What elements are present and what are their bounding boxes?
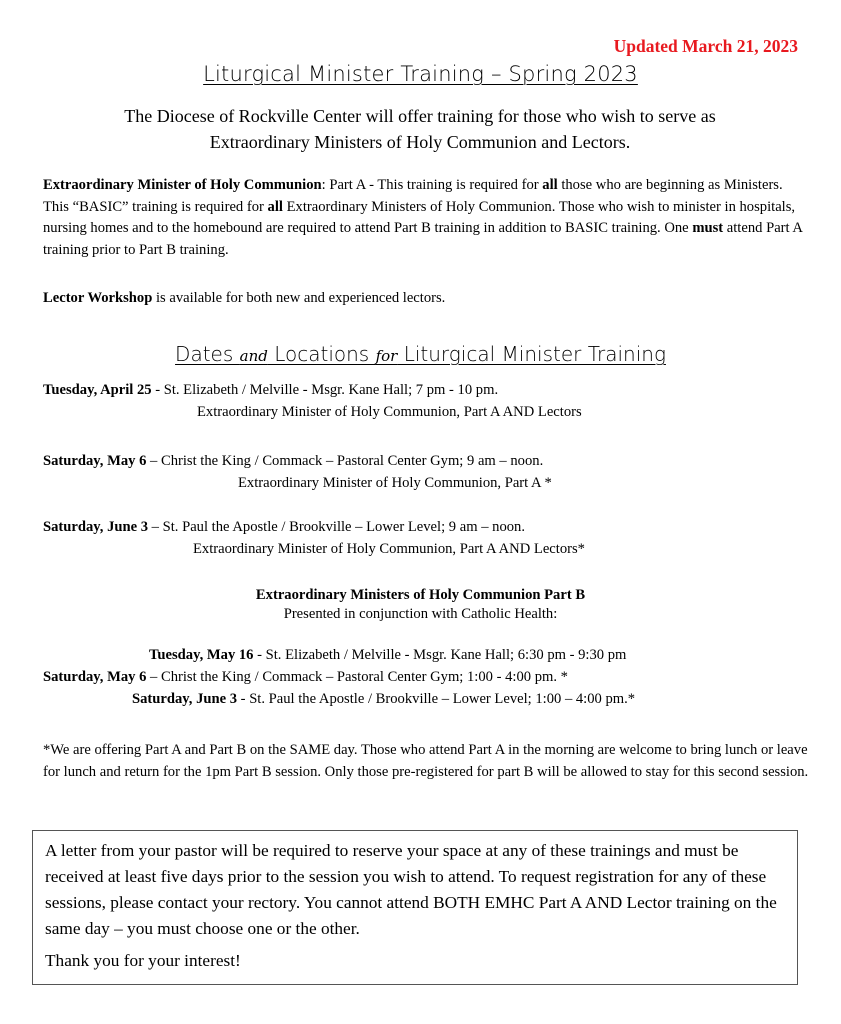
dates-title-w1: Dates xyxy=(175,342,240,366)
dates-title-w5: Liturgical Minister Training xyxy=(397,342,666,366)
session-day: Saturday, June 3 xyxy=(43,519,149,535)
emhc-bold-1: all xyxy=(542,177,558,193)
part-b-session-3 xyxy=(132,689,635,710)
same-day-note: *We are offering Part A and Part B on the SAME day. Those who attend Part A in the morning are welcome to bring lunch or leave for lunch and return for the 1pm Part B session. Only those pre-registered for part B will be allowed to stay for this second session. xyxy=(43,742,809,780)
dates-title xyxy=(0,342,841,366)
dates-title-w2: and xyxy=(239,347,268,365)
intro-line-1: The Diocese of Rockville Center will offer training for those who wish to serve as xyxy=(124,106,716,126)
session-detail: – St. Paul the Apostle / Brookville – Lower Level; 9 am – noon. xyxy=(148,519,525,535)
session-detail: - St. Elizabeth / Melville - Msgr. Kane Hall; 7 pm - 10 pm. xyxy=(151,382,499,398)
session-day: Saturday, May 6 xyxy=(43,669,147,685)
emhc-text-3: Extraordinary Ministers of Holy Communion. Those who wish to minister in hospitals, nursing homes and to the homebound are required to attend Part B training in addition to BASIC training. One xyxy=(43,198,796,236)
emhc-heading: Extraordinary Minister of Holy Communion xyxy=(43,177,322,193)
intro xyxy=(60,103,780,155)
emhc-bold-2: all xyxy=(267,198,283,215)
session-2 xyxy=(43,451,543,472)
session-2-sub: Extraordinary Minister of Holy Communion, Part A * xyxy=(238,475,552,491)
box-text: A letter from your pastor will be required to reserve your space at any of these trainings and must be received at least five days prior to the session you wish to attend. To request registration for any of these sessions, please contact your rectory. You cannot attend BOTH EMHC Part A AND Lector training on the same day – you must choose one or the other. xyxy=(45,841,777,938)
dates-title-w3: Locations xyxy=(267,342,376,366)
emhc-paragraph xyxy=(43,175,803,261)
emhc-bold-3: must xyxy=(692,220,724,236)
emhc-text-1: : Part A - This training is required for xyxy=(321,177,543,193)
session-detail: – Christ the King / Commack – Pastoral Center Gym; 1:00 - 4:00 pm. * xyxy=(146,669,568,685)
emhc-text-2: those who are beginning as Ministers. This “BASIC” training is required for xyxy=(43,177,783,215)
updated-date: Updated March 21, 2023 xyxy=(613,36,798,56)
session-detail: - St. Paul the Apostle / Brookville – Lower Level; 1:00 – 4:00 pm.* xyxy=(237,691,636,707)
session-day: Tuesday, April 25 xyxy=(43,382,152,398)
part-b-heading: Extraordinary Ministers of Holy Communion Part B xyxy=(255,587,586,603)
session-1-sub: Extraordinary Minister of Holy Communion, Part A AND Lectors xyxy=(197,404,582,420)
dates-title-w4: for xyxy=(375,347,398,365)
session-detail: – Christ the King / Commack – Pastoral Center Gym; 9 am – noon. xyxy=(146,453,544,469)
session-day: Saturday, June 3 xyxy=(132,691,238,707)
intro-line-2: Extraordinary Ministers of Holy Communion and Lectors. xyxy=(209,132,631,152)
session-day: Tuesday, May 16 xyxy=(149,647,254,663)
page-title: Liturgical Minister Training – Spring 2023 xyxy=(203,62,638,86)
lector-paragraph xyxy=(43,288,803,310)
lector-text: is available for both new and experienced lectors. xyxy=(152,290,446,306)
session-day: Saturday, May 6 xyxy=(43,453,147,469)
part-b-subheading: Presented in conjunction with Catholic Health: xyxy=(283,606,558,622)
part-b-session-1 xyxy=(149,645,626,666)
session-1 xyxy=(43,380,498,401)
session-3-sub: Extraordinary Minister of Holy Communion, Part A AND Lectors* xyxy=(193,541,585,557)
pastor-letter-box xyxy=(32,830,798,985)
emhc-text-4: attend Part A training prior to Part B training. xyxy=(43,220,803,258)
session-detail: - St. Elizabeth / Melville - Msgr. Kane Hall; 6:30 pm - 9:30 pm xyxy=(253,647,627,663)
lector-heading: Lector Workshop xyxy=(43,290,153,306)
part-b-session-2 xyxy=(43,667,568,688)
thank-you: Thank you for your interest! xyxy=(45,951,241,970)
session-3 xyxy=(43,517,525,538)
